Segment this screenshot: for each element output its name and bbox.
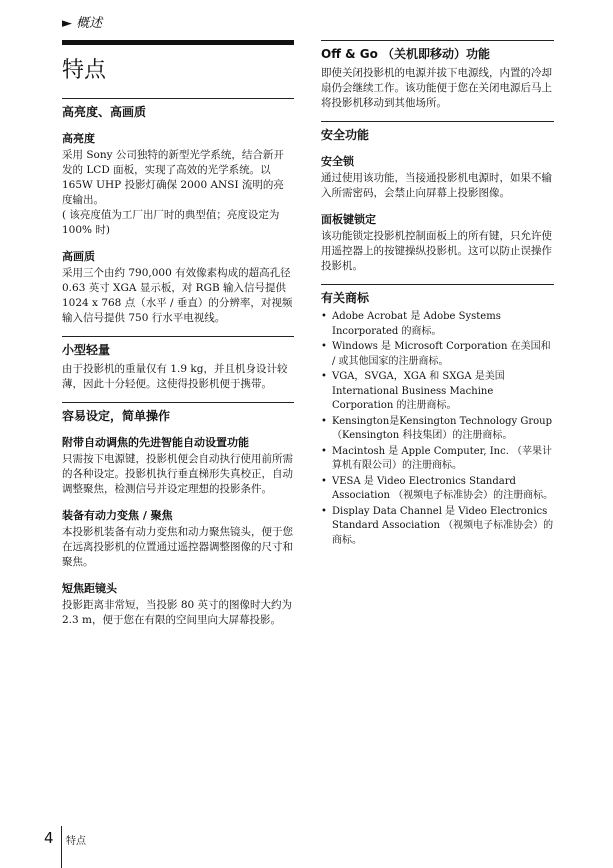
list-item: • Display Data Channel 是 Video Electronics Standard Association （视频电子标准协会）的商标。	[321, 505, 554, 549]
right-column	[321, 40, 554, 549]
paragraph: 只需按下电源键，投影机便会自动执行使用前所需的各种设定。投影机执行垂直梯形失真校正，自动调整聚焦，检测信号并设定理想的投影条件。	[62, 453, 293, 495]
page-number: 4	[44, 829, 54, 847]
section-security	[321, 121, 554, 274]
paragraph-note: ( 该亮度值为工厂出厂时的典型值；亮度设定为 100% 时)	[62, 209, 280, 236]
paragraph: 由于投影机的重量仅有 1.9 kg，并且机身设计较薄，因此十分轻便。这使得投影机便于携带。	[62, 363, 288, 390]
subsection-title: 面板键锁定	[321, 213, 376, 226]
list-item: • Macintosh 是 Apple Computer, Inc. （苹果计算机有限公司）的注册商标。	[321, 445, 554, 474]
section-title: Off & Go （关机即移动）功能	[321, 47, 491, 61]
section-title: 有关商标	[321, 291, 370, 305]
title-rule	[62, 40, 294, 45]
section-compact-light	[62, 336, 294, 392]
subsection-title: 高亮度	[62, 132, 95, 145]
subsection-title: 安全锁	[321, 155, 354, 168]
section-brightness-quality	[62, 98, 294, 326]
list-item: • Kensington是Kensington Technology Group （Kensington 科技集团）的注册商标。	[321, 415, 554, 444]
section-title: 安全功能	[321, 128, 370, 142]
paragraph: 该功能锁定投影机控制面板上的所有键，只允许使用遥控器上的按键操纵投影机。这可以防止误操作投影机。	[321, 230, 552, 272]
page-title: 特点	[62, 58, 107, 83]
section-title: 高亮度、高画质	[62, 105, 147, 119]
subsection-title: 短焦距镜头	[62, 582, 117, 595]
list-item: • Windows 是 Microsoft Corporation 在美国和 / 或其他国家的注册商标。	[321, 340, 554, 369]
section-easy-setup	[62, 402, 294, 628]
section-off-and-go	[321, 40, 554, 111]
paragraph: 本投影机装备有动力变焦和动力聚焦镜头，便于您在远离投影机的位置通过遥控器调整图像的尺寸和聚焦。	[62, 526, 293, 568]
left-column	[62, 40, 294, 638]
breadcrumb: ► 概述	[62, 16, 103, 31]
subsection-title: 装备有动力变焦 / 聚焦	[62, 509, 173, 522]
section-title: 小型轻量	[62, 343, 111, 357]
section-title: 容易设定，简单操作	[62, 409, 171, 423]
paragraph: 通过使用该功能，当接通投影机电源时，如果不输入所需密码，会禁止向屏幕上投影图像。	[321, 172, 552, 199]
list-item: • VESA 是 Video Electronics Standard Association （视频电子标准协会）的注册商标。	[321, 475, 554, 504]
list-item: • VGA，SVGA，XGA 和 SXGA 是美国 International Business Machine Corporation 的注册商标。	[321, 370, 554, 414]
paragraph: 采用 Sony 公司独特的新型光学系统，结合新开发的 LCD 面板，实现了高效的光学系统。以 165W UHP 投影灯确保 2000 ANSI 流明的亮度输出。	[62, 149, 284, 206]
paragraph: 投影距离非常短，当投影 80 英寸的图像时大约为 2.3 m，便于您在有限的空间里向大屏幕投影。	[62, 599, 293, 626]
section-trademarks	[321, 284, 554, 548]
trademark-list	[321, 310, 554, 548]
footer-label: 特点	[66, 836, 86, 847]
subsection-title: 附带自动调焦的先进智能自动设置功能	[62, 436, 249, 449]
subsection-title: 高画质	[62, 250, 95, 263]
paragraph: 即使关闭投影机的电源并拔下电源线，内置的冷却扇仍会继续工作。该功能便于您在关闭电源后马上将投影机移动到其他场所。	[321, 67, 552, 109]
footer-divider	[61, 826, 62, 868]
paragraph: 采用三个由约 790,000 有效像素构成的超高孔径 0.63 英寸 XGA 显示板，对 RGB 输入信号提供 1024 x 768 点（水平 / 垂直）的分辨率，对视频输入信号提供 750 行水平电视线。	[62, 267, 293, 324]
list-item: • Adobe Acrobat 是 Adobe Systems Incorporated 的商标。	[321, 310, 554, 339]
